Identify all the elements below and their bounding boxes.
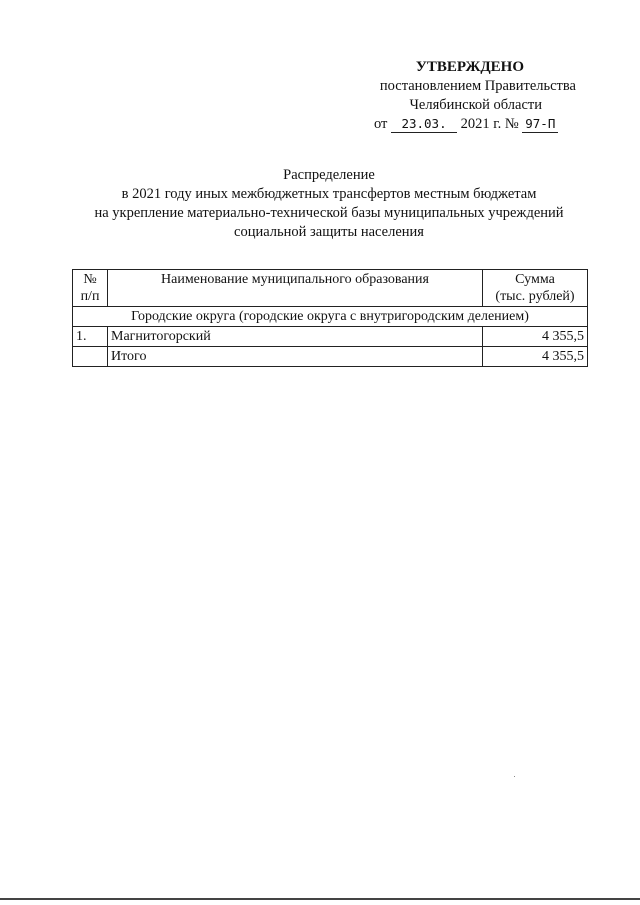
- total-sum: 4 355,5: [483, 347, 588, 367]
- header-number-line-1: №: [83, 272, 97, 287]
- document-heading: [70, 166, 588, 242]
- approval-stamp: УТВЕРЖДЕНО: [415, 59, 524, 75]
- approval-region-line: Челябинской области: [409, 97, 542, 113]
- table-row: [73, 327, 588, 347]
- total-number: [73, 347, 108, 367]
- row-number: 1.: [73, 327, 108, 347]
- resolution-date: 23.03.: [391, 117, 457, 133]
- header-number-line-2: п/п: [80, 289, 100, 304]
- heading-line-1: Распределение: [283, 167, 375, 183]
- heading-line-2: в 2021 году иных межбюджетных трансфертов местным бюджетам: [121, 186, 537, 202]
- row-name: Магнитогорский: [108, 327, 483, 347]
- date-prefix: от: [374, 116, 388, 132]
- row-sum: 4 355,5: [483, 327, 588, 347]
- header-sum-line-2: (тыс. рублей): [495, 289, 575, 304]
- year-text: 2021 г. №: [460, 116, 519, 132]
- group-title: Городские округа (городские округа с внутригородским делением): [73, 307, 588, 327]
- approval-date-line: [360, 115, 590, 134]
- distribution-table: [72, 269, 588, 367]
- approval-block: [360, 58, 590, 134]
- header-sum-line-1: Сумма: [515, 272, 555, 287]
- group-row: [73, 307, 588, 327]
- total-row: [73, 347, 588, 367]
- heading-line-3: на укрепление материально-технической базы муниципальных учреждений: [94, 205, 564, 221]
- resolution-number: 97-П: [522, 117, 558, 133]
- total-label: Итого: [108, 347, 483, 367]
- heading-line-4: социальной защиты населения: [234, 224, 424, 240]
- scan-speck: [514, 776, 515, 777]
- header-sum: [483, 270, 588, 307]
- table-header-row: [73, 270, 588, 307]
- header-name: Наименование муниципального образования: [108, 270, 483, 307]
- page-bottom-edge: [0, 898, 640, 900]
- approval-resolution-line: постановлением Правительства: [379, 78, 576, 94]
- header-number: [73, 270, 108, 307]
